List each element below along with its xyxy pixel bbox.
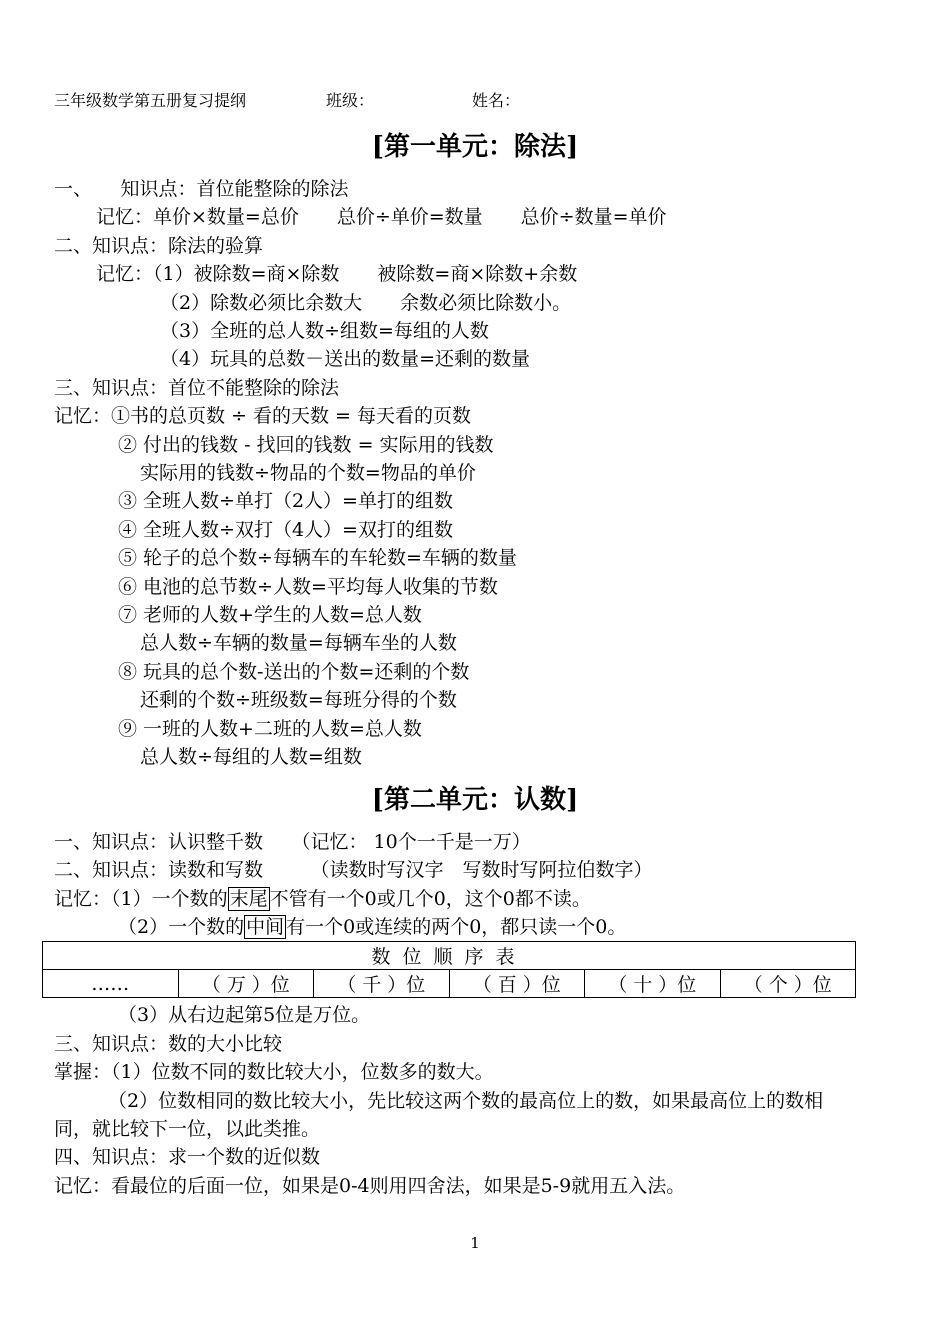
- unit2-memory1-prefix: 记忆：（1）一个数的: [54, 888, 228, 910]
- unit2-point1: 一、知识点：认识整千数 （记忆： 10个一千是一万）: [54, 831, 531, 853]
- unit1-heading: [第一单元：除法]: [371, 132, 579, 162]
- document-title: 三年级数学第五册复习提纲: [54, 91, 247, 110]
- unit1-memory3: 记忆：①书的总页数 ÷ 看的天数 = 每天看的页数: [54, 405, 471, 427]
- unit1-item: ⑤ 轮子的总个数÷每辆车的车轮数=车辆的数量: [118, 547, 517, 569]
- page-number: 1: [470, 1234, 480, 1252]
- unit2-memory1-suffix: 不管有一个0或几个0，这个0都不读。: [269, 888, 591, 910]
- unit1-point2: 二、知识点：除法的验算: [54, 235, 264, 257]
- unit2-point3: 三、知识点：数的大小比较: [54, 1033, 283, 1055]
- unit2-heading: [第二单元：认数]: [371, 785, 579, 815]
- unit1-item: ② 付出的钱数 - 找回的钱数 = 实际用的钱数: [118, 434, 494, 456]
- boxed-term-end: 末尾: [229, 888, 268, 910]
- unit1-memory2: 记忆：（1）被除数=商×除数 被除数=商×除数+余数: [96, 263, 578, 285]
- boxed-term-middle: 中间: [246, 916, 285, 938]
- unit1-item: （4）玩具的总数－送出的数量=还剩的数量: [160, 348, 531, 370]
- unit2-memory2-prefix: （2）一个数的: [118, 916, 245, 938]
- table-title: 数位顺序表: [43, 942, 856, 970]
- place-value-table: [42, 941, 856, 998]
- table-cell: （ 百 ）位: [449, 970, 585, 998]
- unit2-master: 掌握：（1）位数不同的数比较大小，位数多的数大。: [54, 1061, 494, 1083]
- unit2-item: （2）位数相同的数比较大小，先比较这两个数的最高位上的数，如果最高位上的数相: [108, 1090, 824, 1112]
- unit2-point4: 四、知识点：求一个数的近似数: [54, 1146, 321, 1168]
- unit1-point1: 一、 知识点：首位能整除的除法: [54, 178, 349, 200]
- unit1-item: 还剩的个数÷班级数=每班分得的个数: [140, 689, 457, 711]
- unit1-item: 总人数÷每组的人数=组数: [140, 746, 362, 768]
- unit1-item: ⑥ 电池的总节数÷人数=平均每人收集的节数: [118, 576, 498, 598]
- unit1-item: ⑦ 老师的人数+学生的人数=总人数: [118, 604, 422, 626]
- unit1-item: 实际用的钱数÷物品的个数=物品的单价: [140, 462, 476, 484]
- table-cell: （ 十 ）位: [585, 970, 721, 998]
- unit2-memory2-suffix: 有一个0或连续的两个0，都只读一个0。: [286, 916, 627, 938]
- unit2-item-cont: 同，就比较下一位，以此类推。: [54, 1118, 321, 1140]
- unit2-memory1: [54, 886, 591, 912]
- unit1-item: ⑨ 一班的人数+二班的人数=总人数: [118, 718, 422, 740]
- table-row: [43, 970, 856, 998]
- unit2-item: （3）从右边起第5位是万位。: [118, 1004, 371, 1026]
- unit1-item: 总人数÷车辆的数量=每辆车坐的人数: [140, 632, 457, 654]
- name-label: 姓名：: [472, 91, 521, 110]
- table-cell: （ 万 ）位: [178, 970, 314, 998]
- unit1-item: （3）全班的总人数÷组数=每组的人数: [160, 320, 489, 342]
- unit2-memory3: 记忆：看最位的后面一位，如果是0-4则用四舍法，如果是5-9就用五入法。: [54, 1175, 686, 1197]
- table-cell: ……: [43, 970, 179, 998]
- unit1-item: ⑧ 玩具的总个数-送出的个数=还剩的个数: [118, 661, 470, 683]
- unit1-item: （2）除数必须比余数大 余数必须比除数小。: [160, 292, 572, 314]
- unit1-memory1: 记忆：单价×数量=总价 总价÷单价=数量 总价÷数量=单价: [96, 206, 667, 228]
- table-row: [43, 942, 856, 970]
- unit2-point2: 二、知识点：读数和写数 （读数时写汉字 写数时写阿拉伯数字）: [54, 859, 653, 881]
- unit1-point3: 三、知识点：首位不能整除的除法: [54, 377, 340, 399]
- unit2-memory2: [118, 914, 626, 940]
- table-cell: （ 千 ）位: [314, 970, 450, 998]
- class-label: 班级：: [326, 91, 375, 110]
- unit1-item: ③ 全班人数÷单打（2人）=单打的组数: [118, 490, 453, 512]
- table-cell: （ 个 ）位: [720, 970, 856, 998]
- unit1-item: ④ 全班人数÷双打（4人）=双打的组数: [118, 519, 453, 541]
